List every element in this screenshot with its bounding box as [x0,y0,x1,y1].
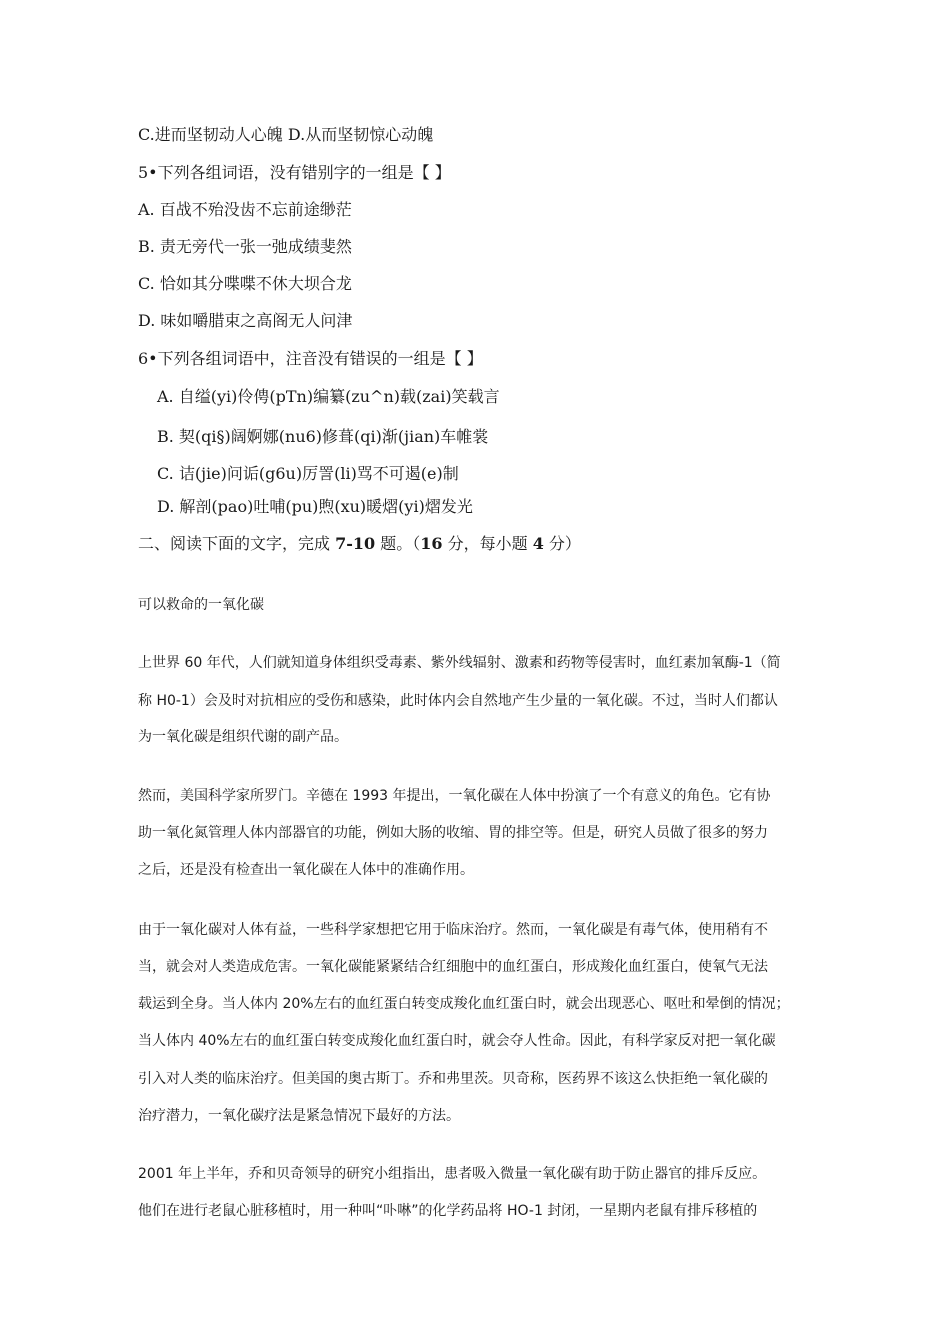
paragraph-3-line-2: 当，就会对人类造成危害。一氧化碳能紧紧结合红细胞中的血红蛋白，形成羧化血红蛋白，使氧气无法 [138,959,768,975]
section-2-middle: 题。（ [375,534,421,553]
paragraph-3-line-5: 引入对人类的临床治疗。但美国的奥古斯丁。乔和弗里茨。贝奇称，医药界不该这么快拒绝一氧化碳的 [138,1071,768,1087]
paragraph-1-line-1: 上世界 60 年代，人们就知道身体组织受毒素、紫外线辐射、激素和药物等侵害时，血红素加氧酶-1（简 [138,655,781,671]
q5-stem: 5•下列各组词语，没有错别字的一组是【 】 [138,163,451,182]
q6-option-d: D. 解剖(pao)吐哺(pu)煦(xu)暖熠(yi)熠发光 [157,497,473,516]
q5-option-b: B. 责无旁代一张一弛成绩斐然 [138,237,352,256]
q5-option-d: D. 味如嚼腊束之高阁无人问津 [138,311,353,330]
paragraph-2-line-3: 之后，还是没有检查出一氧化碳在人体中的准确作用。 [138,862,474,878]
q6-stem: 6•下列各组词语中，注音没有错误的一组是【 】 [138,349,483,368]
q6-option-a: A. 自缢(yi)伶俜(pTn)编纂(zu^n)载(zai)笑载言 [157,387,500,406]
paragraph-1-line-2: 称 H0-1）会及时对抗相应的受伤和感染，此时体内会自然地产生少量的一氧化碳。不过，当时人们都认 [138,693,778,709]
paragraph-1-line-3: 为一氧化碳是组织代谢的副产品。 [138,729,348,745]
paragraph-2-line-1: 然而，美国科学家所罗门。辛德在 1993 年提出，一氧化碳在人体中扮演了一个有意义的角色。它有协 [138,788,771,804]
paragraph-4-line-1: 2001 年上半年，乔和贝奇领导的研究小组指出，患者吸入微量一氧化碳有助于防止器官的排斥反应。 [138,1166,767,1182]
section-2-heading [138,531,581,554]
section-2-each: 4 [532,534,544,553]
section-2-points: 16 [420,534,443,553]
q5-option-a: A. 百战不殆没齿不忘前途缈茫 [138,200,352,219]
section-2-after-points: 分，每小题 [442,534,533,553]
paragraph-3-line-1: 由于一氧化碳对人体有益，一些科学家想把它用于临床治疗。然而，一氧化碳是有毒气体，使用稍有不 [138,922,768,938]
section-2-range: 7-10 [335,534,376,553]
paragraph-3-line-4: 当人体内 40%左右的血红蛋白转变成羧化血红蛋白时，就会夺人性命。因此，有科学家反对把一氧化碳 [138,1033,776,1049]
section-2-prefix: 二、阅读下面的文字，完成 [138,534,336,553]
q4-options-cd: C.进而坚韧动人心魄 D.从而坚韧惊心动魄 [138,125,434,144]
q6-option-b: B. 契(qi§)阔婀娜(nu6)修葺(qi)渐(jian)车帷裳 [157,427,489,446]
paragraph-3-line-6: 治疗潜力，一氧化碳疗法是紧急情况下最好的方法。 [138,1108,460,1124]
q5-option-c: C. 恰如其分喋喋不休大坝合龙 [138,274,352,293]
paragraph-4-line-2: 他们在进行老鼠心脏移植时，用一种叫“卟啉”的化学药品将 HO-1 封闭，一星期内老鼠有排斥移植的 [138,1203,758,1219]
section-2-suffix: 分） [543,534,581,553]
article-title: 可以救命的一氧化碳 [138,597,264,613]
paragraph-2-line-2: 助一氧化氮管理人体内部器官的功能，例如大肠的收缩、胃的排空等。但是，研究人员做了很多的努力 [138,825,768,841]
q6-option-c: C. 诘(jie)问诟(g6u)厉詈(li)骂不可遏(e)制 [157,464,459,483]
paragraph-3-line-3: 载运到全身。当人体内 20%左右的血红蛋白转变成羧化血红蛋白时，就会出现恶心、呕吐和晕倒的情况； [138,996,790,1012]
